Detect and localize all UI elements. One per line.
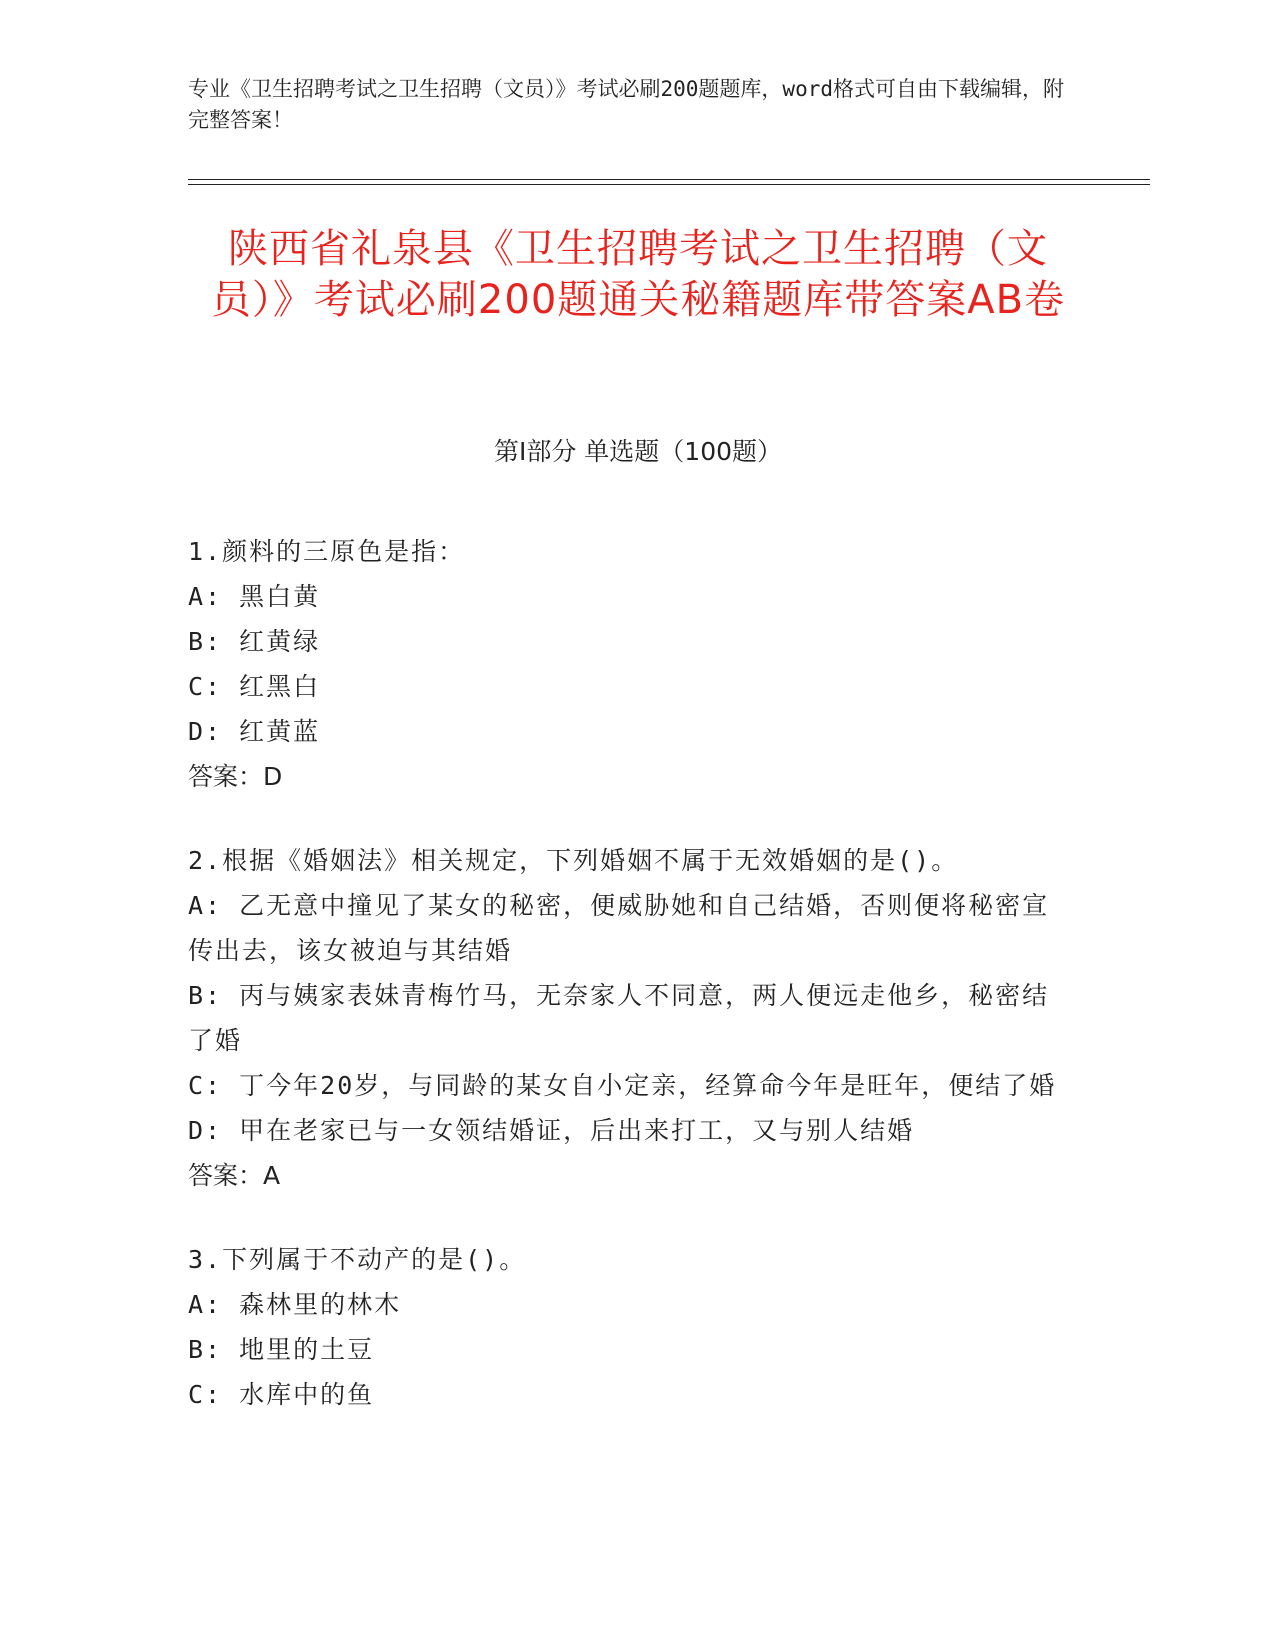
- option-a: [188, 574, 1068, 619]
- answer-line: 答案：D: [188, 762, 283, 791]
- option-a: [188, 883, 1068, 973]
- option-text: 丁今年20岁，与同龄的某女自小定亲，经算命今年是旺年，便结了婚: [239, 1071, 1057, 1100]
- option-d: [188, 1108, 1068, 1153]
- question-stem: 1.颜料的三原色是指：: [188, 537, 466, 566]
- option-text: 地里的土豆: [239, 1335, 375, 1364]
- option-label: B:: [188, 981, 223, 1010]
- option-label: A:: [188, 891, 223, 920]
- question-item: [188, 838, 1068, 1198]
- header-divider-bottom: [188, 184, 1150, 185]
- option-label: C:: [188, 672, 223, 701]
- question-stem: 3.下列属于不动产的是()。: [188, 1245, 527, 1274]
- question-list: [188, 529, 1068, 1456]
- option-label: B:: [188, 1335, 223, 1364]
- option-text: 黑白黄: [239, 582, 321, 611]
- option-text: 红黑白: [239, 672, 321, 701]
- option-text: 红黄绿: [239, 627, 321, 656]
- option-b: [188, 619, 1068, 664]
- header-divider-top: [188, 179, 1150, 180]
- option-label: A:: [188, 582, 223, 611]
- section-title: 第I部分 单选题（100题）: [493, 437, 783, 466]
- header-note: 专业《卫生招聘考试之卫生招聘（文员）》考试必刷200题题库，word格式可自由下载编辑，附完整答案！: [188, 77, 1064, 132]
- option-label: D:: [188, 717, 223, 746]
- option-a: [188, 1282, 1068, 1327]
- option-text: 红黄蓝: [239, 717, 321, 746]
- option-c: [188, 664, 1068, 709]
- option-text: 森林里的林木: [239, 1290, 402, 1319]
- answer-line: 答案：A: [188, 1161, 281, 1190]
- option-text: 水库中的鱼: [239, 1380, 375, 1409]
- option-label: B:: [188, 627, 223, 656]
- option-b: [188, 973, 1068, 1063]
- option-d: [188, 709, 1068, 754]
- document-title: 陕西省礼泉县《卫生招聘考试之卫生招聘（文员）》考试必刷200题通关秘籍题库带答案AB卷: [210, 226, 1066, 323]
- option-label: C:: [188, 1071, 223, 1100]
- question-item: [188, 1237, 1068, 1417]
- option-text: 乙无意中撞见了某女的秘密，便威胁她和自己结婚，否则便将秘密宣传出去，该女被迫与其结婚: [188, 891, 1050, 965]
- question-stem: 2.根据《婚姻法》相关规定，下列婚姻不属于无效婚姻的是()。: [188, 846, 959, 875]
- option-label: C:: [188, 1380, 223, 1409]
- option-b: [188, 1327, 1068, 1372]
- option-text: 丙与姨家表妹青梅竹马，无奈家人不同意，两人便远走他乡，秘密结了婚: [188, 981, 1050, 1055]
- option-c: [188, 1063, 1068, 1108]
- option-text: 甲在老家已与一女领结婚证，后出来打工，又与别人结婚: [239, 1116, 915, 1145]
- option-label: A:: [188, 1290, 223, 1319]
- option-c: [188, 1372, 1068, 1417]
- question-item: [188, 529, 1068, 799]
- option-label: D:: [188, 1116, 223, 1145]
